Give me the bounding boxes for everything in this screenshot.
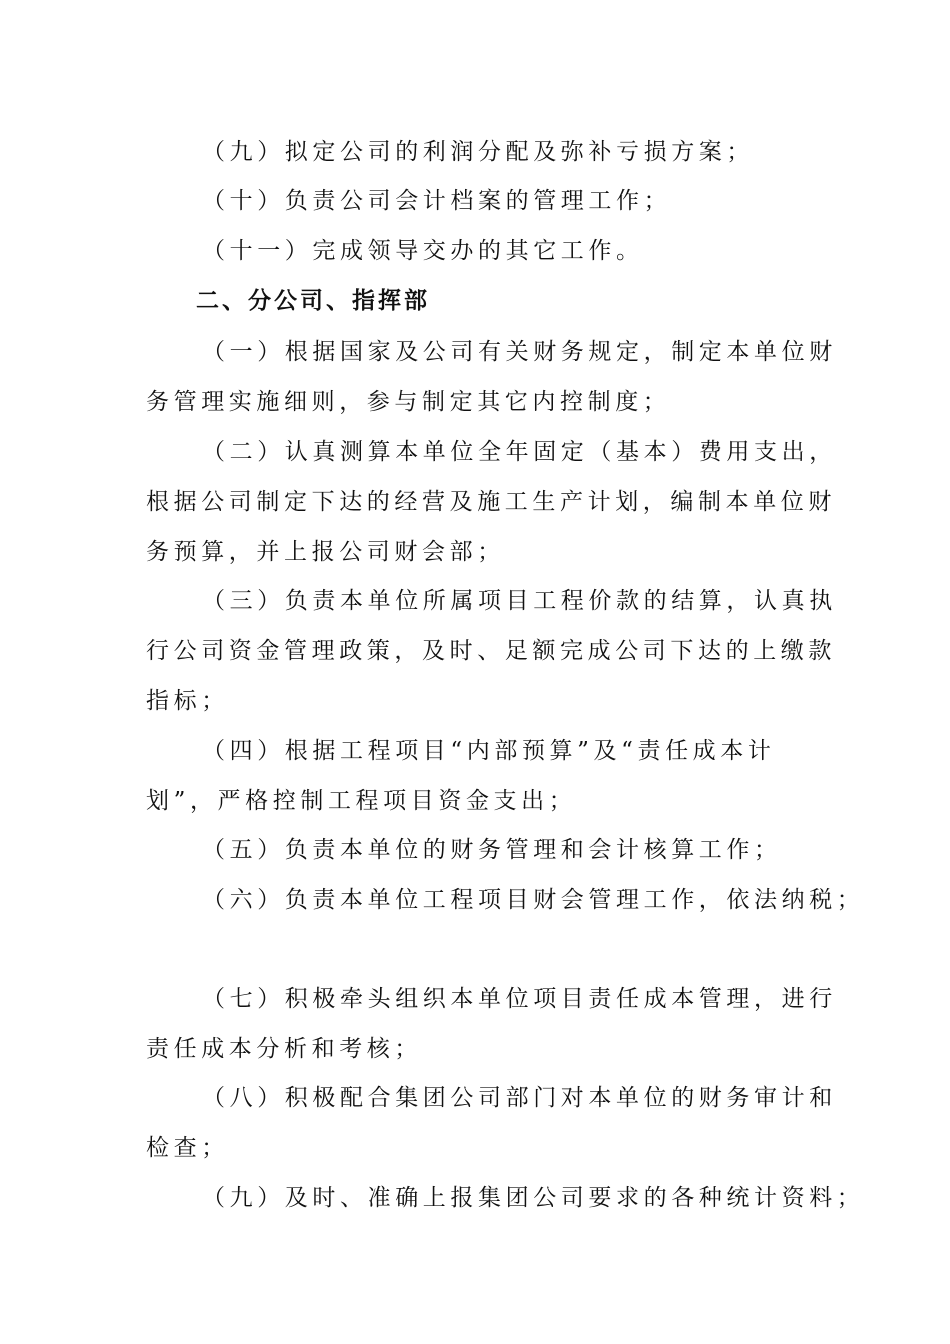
paragraph-item-11: （十一）完成领导交办的其它工作。 <box>202 238 644 264</box>
s2-item-3-line-1: （三）负责本单位所属项目工程价款的结算，认真执 <box>202 588 837 614</box>
s2-item-8-line-2: 检查； <box>146 1135 229 1161</box>
s2-item-4-line-1: （四）根据工程项目“内部预算”及“责任成本计 <box>202 738 776 764</box>
s2-item-3-line-3: 指标； <box>146 688 229 714</box>
s2-item-5: （五）负责本单位的财务管理和会计核算工作； <box>202 837 782 863</box>
s2-item-7-line-2: 责任成本分析和考核； <box>146 1036 422 1062</box>
paragraph-item-9: （九）拟定公司的利润分配及弥补亏损方案； <box>202 139 754 165</box>
s2-item-2-line-2: 根据公司制定下达的经营及施工生产计划，编制本单位财 <box>146 489 836 515</box>
s2-item-3-line-2: 行公司资金管理政策，及时、足额完成公司下达的上缴款 <box>146 638 836 664</box>
section-heading: 二、分公司、指挥部 <box>196 288 430 314</box>
s2-item-4-line-2: 划”，严格控制工程项目资金支出； <box>146 788 577 814</box>
s2-item-2-line-1: （二）认真测算本单位全年固定（基本）费用支出， <box>202 439 837 465</box>
s2-item-1-line-1: （一）根据国家及公司有关财务规定，制定本单位财 <box>202 339 837 365</box>
paragraph-item-10: （十）负责公司会计档案的管理工作； <box>202 188 672 214</box>
s2-item-9: （九）及时、准确上报集团公司要求的各种统计资料； <box>202 1185 865 1211</box>
s2-item-1-line-2: 务管理实施细则，参与制定其它内控制度； <box>146 389 671 415</box>
s2-item-6: （六）负责本单位工程项目财会管理工作，依法纳税； <box>202 887 865 913</box>
s2-item-8-line-1: （八）积极配合集团公司部门对本单位的财务审计和 <box>202 1085 837 1111</box>
s2-item-2-line-3: 务预算，并上报公司财会部； <box>146 539 505 565</box>
s2-item-7-line-1: （七）积极牵头组织本单位项目责任成本管理，进行 <box>202 986 837 1012</box>
